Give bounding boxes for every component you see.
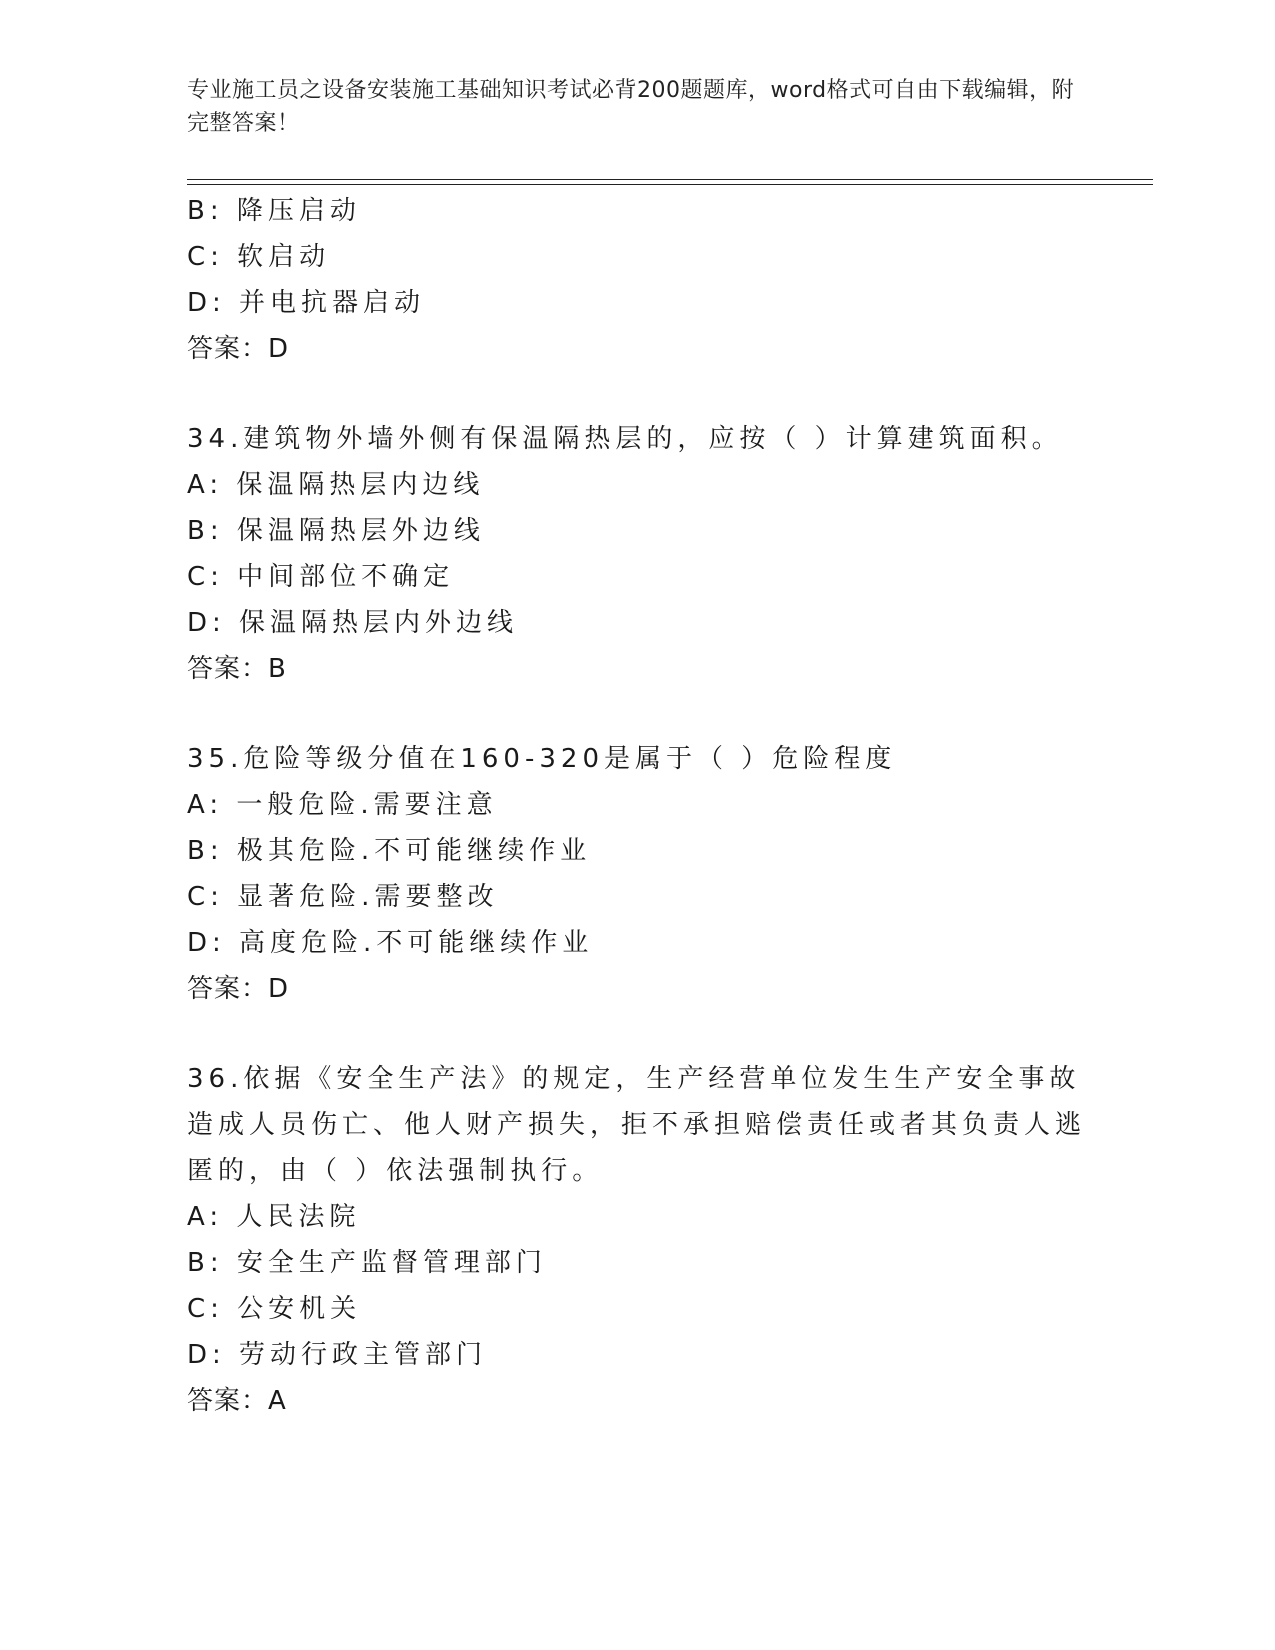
- answer-line: 答案：D: [187, 334, 290, 364]
- answer-line: 答案：B: [187, 654, 287, 684]
- option-d: D: 高度危险.不可能继续作业: [187, 928, 594, 958]
- option-b: B: 降压启动: [187, 196, 361, 226]
- previous-question-block: [187, 188, 1107, 372]
- header-divider-top: [187, 179, 1153, 180]
- option-b: B: 保温隔热层外边线: [187, 516, 485, 546]
- option-c: C: 中间部位不确定: [187, 562, 455, 592]
- option-c: C: 软启动: [187, 242, 331, 272]
- question-stem: 35.危险等级分值在160-320是属于（ ）危险程度: [187, 744, 897, 774]
- option-a: A: 一般危险.需要注意: [187, 790, 498, 820]
- question-content: [187, 188, 1107, 1424]
- option-c: C: 显著危险.需要整改: [187, 882, 499, 912]
- option-b: B: 极其危险.不可能继续作业: [187, 836, 592, 866]
- answer-line: 答案：D: [187, 974, 290, 1004]
- option-c: C: 公安机关: [187, 1294, 362, 1324]
- option-a: A: 人民法院: [187, 1202, 361, 1232]
- header-divider-bottom: [187, 184, 1153, 185]
- option-d: D: 劳动行政主管部门: [187, 1340, 488, 1370]
- question-stem: 36.依据《安全生产法》的规定，生产经营单位发生生产安全事故造成人员伤亡、他人财产损失，拒不承担赔偿责任或者其负责人逃匿的，由（ ）依法强制执行。: [187, 1064, 1087, 1186]
- question-36: [187, 1056, 1107, 1424]
- answer-line: 答案：A: [187, 1386, 287, 1416]
- question-stem: 34.建筑物外墙外侧有保温隔热层的，应按（ ）计算建筑面积。: [187, 424, 1063, 454]
- question-34: [187, 416, 1107, 692]
- question-35: [187, 736, 1107, 1012]
- option-b: B: 安全生产监督管理部门: [187, 1248, 547, 1278]
- page-header: 专业施工员之设备安装施工基础知识考试必背200题题库，word格式可自由下载编辑，附完整答案！: [187, 78, 1075, 136]
- option-a: A: 保温隔热层内边线: [187, 470, 485, 500]
- option-d: D: 并电抗器启动: [187, 288, 426, 318]
- option-d: D: 保温隔热层内外边线: [187, 608, 519, 638]
